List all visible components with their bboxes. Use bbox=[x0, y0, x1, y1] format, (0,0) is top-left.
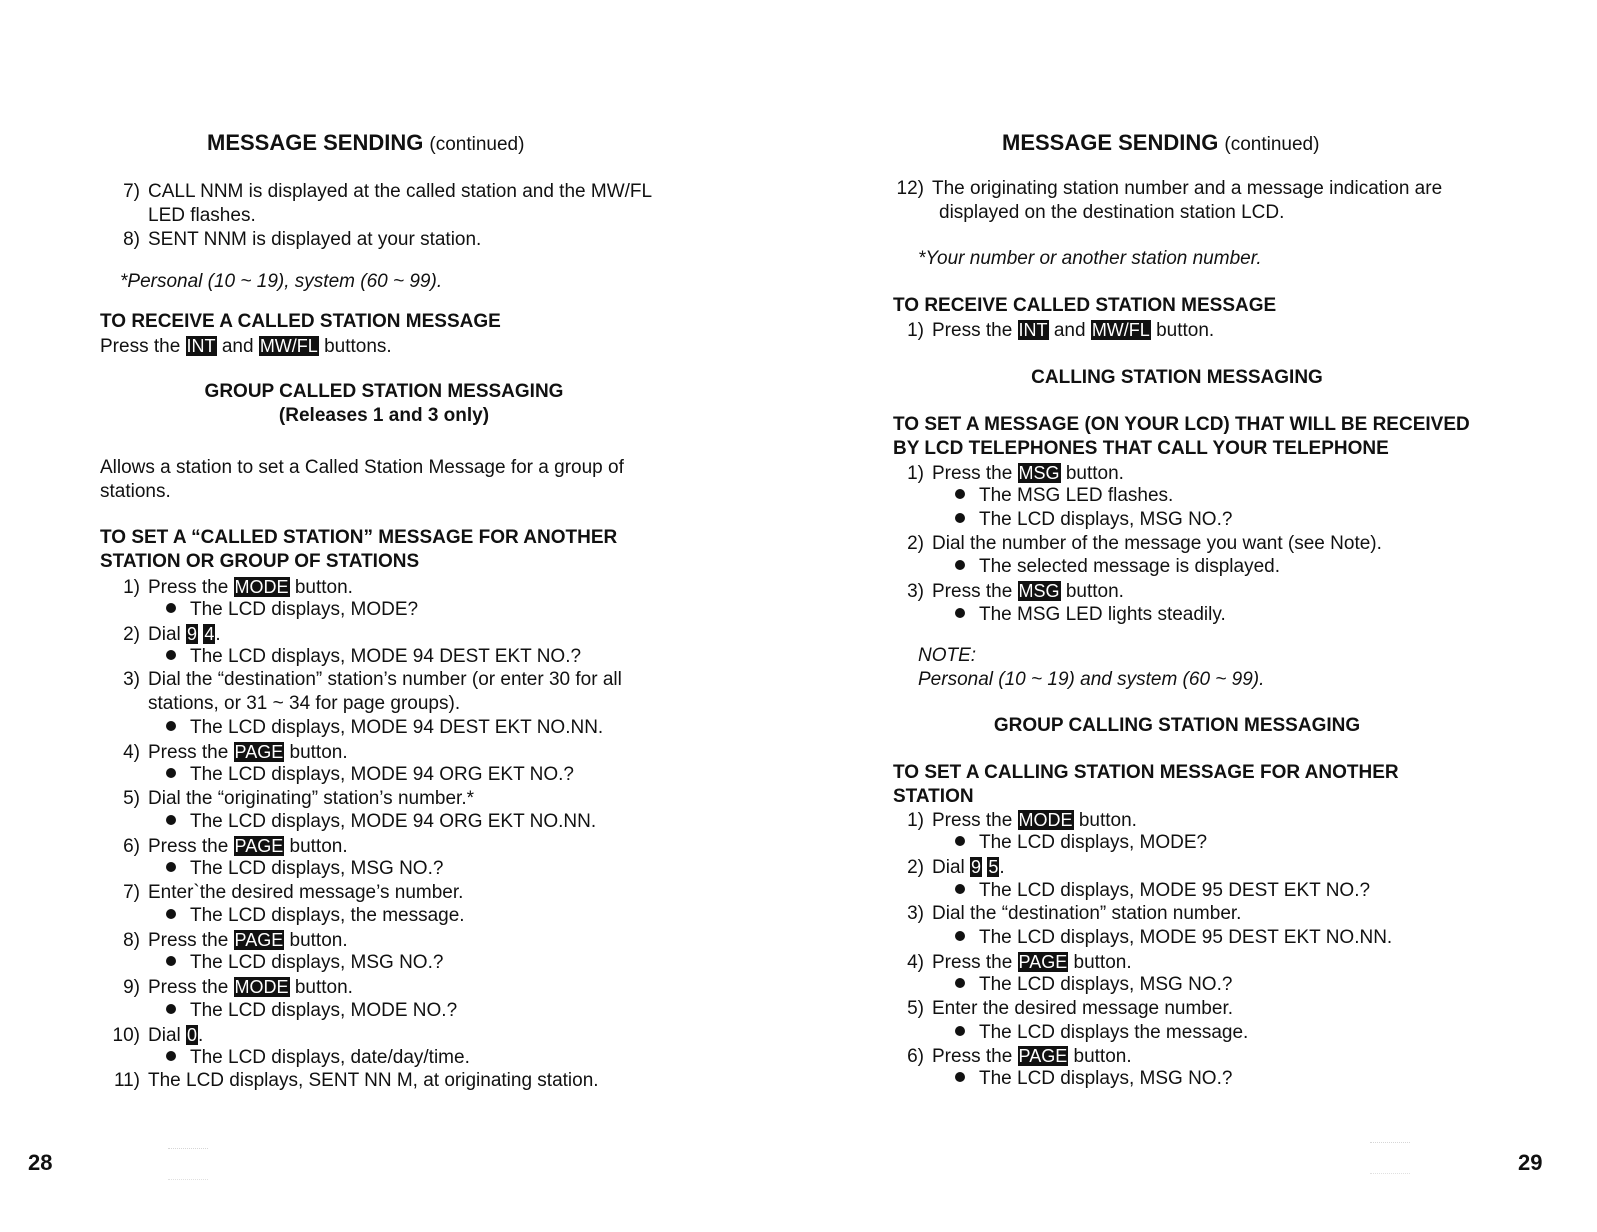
intro-text-cont: stations. bbox=[100, 481, 171, 502]
calling-heading: CALLING STATION MESSAGING bbox=[1031, 367, 1323, 388]
bullet-icon bbox=[166, 956, 176, 966]
bullet-icon bbox=[166, 909, 176, 919]
step-b6: 6) Press the PAGE button. bbox=[907, 1046, 1132, 1067]
step-5: 5) Dial the “originating” station’s number.* bbox=[123, 788, 474, 809]
step-7-cont: LED flashes. bbox=[148, 205, 256, 226]
step-a2: 2) Dial the number of the message you want (see Note). bbox=[907, 533, 1382, 554]
bullet-6: The LCD displays, MSG NO.? bbox=[166, 857, 443, 881]
mode-key: MODE bbox=[234, 577, 289, 597]
section-heading: TO RECEIVE A CALLED STATION MESSAGE bbox=[100, 311, 501, 332]
step-b4: 4) Press the PAGE button. bbox=[907, 952, 1132, 973]
bullet-a1a: The MSG LED flashes. bbox=[955, 484, 1173, 508]
bullet-b1: The LCD displays, MODE? bbox=[955, 831, 1207, 855]
bullet-icon bbox=[166, 815, 176, 825]
set-calling-heading-cont: STATION bbox=[893, 786, 974, 807]
msg-key: MSG bbox=[1018, 581, 1060, 601]
bullet-b5: The LCD displays the message. bbox=[955, 1021, 1248, 1045]
page-title: MESSAGE SENDING (continued) bbox=[207, 130, 525, 155]
step-1: 1) Press the MODE button. bbox=[123, 577, 353, 598]
step-2: 2) Dial 9 4. bbox=[123, 624, 221, 645]
bullet-icon bbox=[955, 1072, 965, 1082]
int-key: INT bbox=[1018, 320, 1048, 340]
bullet-b6: The LCD displays, MSG NO.? bbox=[955, 1067, 1232, 1091]
set-calling-heading: TO SET A CALLING STATION MESSAGE FOR ANOTHER bbox=[893, 762, 1399, 783]
step-a3: 3) Press the MSG button. bbox=[907, 581, 1124, 602]
page-key: PAGE bbox=[1018, 952, 1068, 972]
bullet-icon bbox=[166, 1051, 176, 1061]
step-10: 10) Dial 0. bbox=[112, 1025, 204, 1046]
set-heading-cont: STATION OR GROUP OF STATIONS bbox=[100, 551, 420, 572]
step-b3: 3) Dial the “destination” station number. bbox=[907, 903, 1242, 924]
page-number: 28 bbox=[28, 1150, 53, 1175]
bullet-b3: The LCD displays, MODE 95 DEST EKT NO.NN. bbox=[955, 926, 1392, 950]
bullet-icon bbox=[166, 768, 176, 778]
step-b5: 5) Enter the desired message number. bbox=[907, 998, 1234, 1019]
bullet-icon bbox=[955, 931, 965, 941]
bullet-7: The LCD displays, the message. bbox=[166, 904, 465, 928]
step-12: 12) The originating station number and a message indication are bbox=[896, 178, 1443, 199]
mode-key: MODE bbox=[1018, 810, 1073, 830]
step-8b: 8) Press the PAGE button. bbox=[123, 930, 348, 951]
note-label: NOTE: bbox=[918, 645, 977, 666]
bullet-icon bbox=[166, 862, 176, 872]
bullet-b2: The LCD displays, MODE 95 DEST EKT NO.? bbox=[955, 879, 1370, 903]
bullet-5: The LCD displays, MODE 94 ORG EKT NO.NN. bbox=[166, 810, 596, 834]
digit-key: 4 bbox=[204, 624, 215, 644]
page-key: PAGE bbox=[234, 742, 284, 762]
step-11: 11) The LCD displays, SENT NN M, at originating station. bbox=[113, 1070, 599, 1091]
bullet-icon bbox=[955, 608, 965, 618]
mwfl-key: MW/FL bbox=[259, 336, 318, 356]
bullet-icon bbox=[955, 884, 965, 894]
intro-text: Allows a station to set a Called Station Message for a group of bbox=[100, 457, 624, 478]
step-3-cont: stations, or 31 ~ 34 for page groups). bbox=[148, 693, 461, 714]
group-heading: GROUP CALLED STATION MESSAGING (Releases 1 and 3 only) bbox=[204, 381, 564, 426]
bullet-1: The LCD displays, MODE? bbox=[166, 598, 418, 622]
mwfl-key: MW/FL bbox=[1091, 320, 1150, 340]
msg-key: MSG bbox=[1018, 463, 1060, 483]
bullet-icon bbox=[955, 489, 965, 499]
step-8: 8) SENT NNM is displayed at your station. bbox=[123, 229, 482, 250]
footnote: *Your number or another station number. bbox=[918, 248, 1262, 269]
scan-speck bbox=[1370, 1142, 1410, 1174]
step-3: 3) Dial the “destination” station’s number (or enter 30 for all bbox=[123, 669, 622, 690]
section-heading: TO RECEIVE CALLED STATION MESSAGE bbox=[893, 295, 1277, 316]
int-key: INT bbox=[186, 336, 216, 356]
page-key: PAGE bbox=[1018, 1046, 1068, 1066]
mode-key: MODE bbox=[234, 977, 289, 997]
digit-key: 9 bbox=[971, 857, 982, 877]
right-page bbox=[798, 0, 1597, 1232]
bullet-icon bbox=[955, 836, 965, 846]
digit-key: 9 bbox=[187, 624, 198, 644]
bullet-icon bbox=[166, 603, 176, 613]
bullet-a3: The MSG LED lights steadily. bbox=[955, 603, 1226, 627]
scan-speck bbox=[168, 1148, 208, 1180]
bullet-icon bbox=[955, 1026, 965, 1036]
step-7b: 7) Enter`the desired message’s number. bbox=[123, 882, 464, 903]
footnote: *Personal (10 ~ 19), system (60 ~ 99). bbox=[120, 271, 443, 292]
step-b2: 2) Dial 9 5. bbox=[907, 857, 1005, 878]
step-b1: 1) Press the MODE button. bbox=[907, 810, 1137, 831]
bullet-icon bbox=[955, 513, 965, 523]
step-9: 9) Press the MODE button. bbox=[123, 977, 353, 998]
set-heading: TO SET A “CALLED STATION” MESSAGE FOR ANOTHER bbox=[100, 527, 618, 548]
bullet-4: The LCD displays, MODE 94 ORG EKT NO.? bbox=[166, 763, 574, 787]
bullet-3: The LCD displays, MODE 94 DEST EKT NO.NN. bbox=[166, 716, 603, 740]
bullet-icon bbox=[955, 560, 965, 570]
step-4: 4) Press the PAGE button. bbox=[123, 742, 348, 763]
group-calling-heading: GROUP CALLING STATION MESSAGING bbox=[993, 715, 1361, 736]
bullet-2: The LCD displays, MODE 94 DEST EKT NO.? bbox=[166, 645, 581, 669]
left-page bbox=[0, 0, 798, 1232]
bullet-b4: The LCD displays, MSG NO.? bbox=[955, 973, 1232, 997]
step-12-cont: displayed on the destination station LCD. bbox=[939, 202, 1285, 223]
digit-key: 5 bbox=[988, 857, 999, 877]
bullet-9: The LCD displays, MODE NO.? bbox=[166, 999, 457, 1023]
set-lcd-heading-cont: BY LCD TELEPHONES THAT CALL YOUR TELEPHONE bbox=[893, 438, 1389, 459]
receive-instruction: Press the INT and MW/FL buttons. bbox=[100, 336, 392, 357]
bullet-a1b: The LCD displays, MSG NO.? bbox=[955, 508, 1232, 532]
page-number: 29 bbox=[1518, 1150, 1543, 1175]
step-7: 7) CALL NNM is displayed at the called station and the MW/FL bbox=[123, 181, 653, 202]
bullet-10: The LCD displays, date/day/time. bbox=[166, 1046, 470, 1070]
digit-key: 0 bbox=[187, 1025, 198, 1045]
bullet-icon bbox=[166, 650, 176, 660]
bullet-icon bbox=[166, 721, 176, 731]
page-key: PAGE bbox=[234, 836, 284, 856]
note-text: Personal (10 ~ 19) and system (60 ~ 99). bbox=[918, 669, 1265, 690]
bullet-icon bbox=[166, 1004, 176, 1014]
page-key: PAGE bbox=[234, 930, 284, 950]
bullet-a2: The selected message is displayed. bbox=[955, 555, 1280, 579]
bullet-8: The LCD displays, MSG NO.? bbox=[166, 951, 443, 975]
bullet-icon bbox=[955, 978, 965, 988]
receive-instruction: 1) Press the INT and MW/FL button. bbox=[907, 320, 1215, 341]
step-6: 6) Press the PAGE button. bbox=[123, 836, 348, 857]
set-lcd-heading: TO SET A MESSAGE (ON YOUR LCD) THAT WILL BE RECEIVED bbox=[893, 414, 1470, 435]
page-title: MESSAGE SENDING (continued) bbox=[1002, 130, 1320, 155]
step-a1: 1) Press the MSG button. bbox=[907, 463, 1124, 484]
